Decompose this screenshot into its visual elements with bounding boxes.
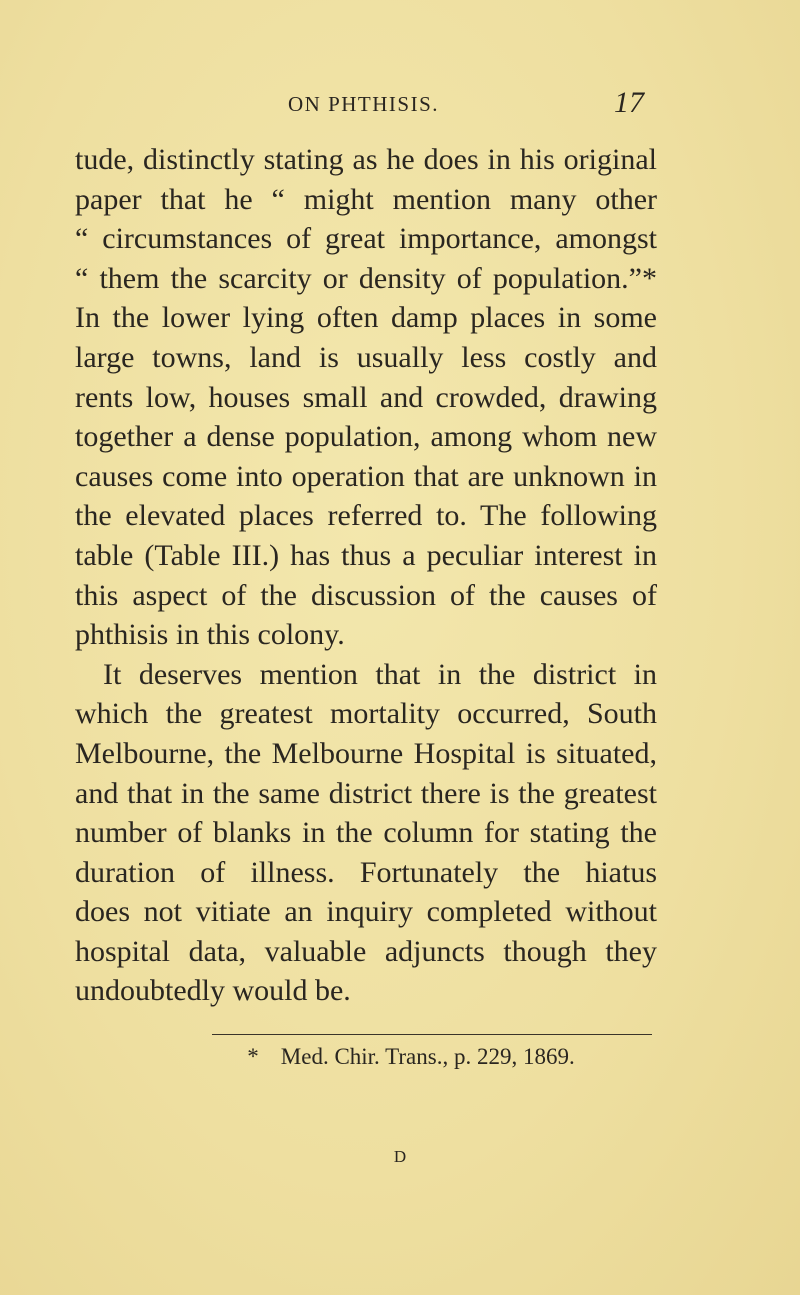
text-line: rents low, houses small and crowded, drawing [75,380,657,414]
paragraph-2 [75,655,657,1011]
signature-mark: D [393,1147,407,1166]
text-line: causes come into operation that are unknown in [75,459,657,493]
text-line: undoubtedly would be. [75,974,351,1008]
text-line: table (Table III.) has thus a peculiar interest in [75,538,657,572]
text-line: tude, distinctly stating as he does in his original [75,143,657,176]
text-line: hospital data, valuable adjuncts though they [75,934,657,968]
text-line: large towns, land is usually less costly and [75,340,657,374]
text-line: which the greatest mortality occurred, South [75,697,657,731]
text-line: paper that he “ might mention many other [75,182,657,216]
footnote-divider [212,1034,652,1035]
text-line: the elevated places referred to. The following [75,499,657,533]
text-line: In the lower lying often damp places in some [75,301,657,335]
text-line: duration of illness. Fortunately the hiatus [75,855,657,889]
text-line: phthisis in this colony. [75,618,345,652]
running-head: ON PHTHISIS. [288,92,440,116]
text-line: does not vitiate an inquiry completed without [75,895,657,929]
text-line: together a dense population, among whom new [75,420,657,454]
body-text [75,140,657,1011]
text-line: It deserves mention that in the district in [103,657,657,691]
text-line: “ them the scarcity or density of population.”* [75,261,657,295]
footnote-marker: * [247,1044,259,1069]
footnote [0,1044,800,1070]
text-line: number of blanks in the column for stating the [75,816,657,850]
page-header [0,86,800,132]
text-line: this aspect of the discussion of the causes of [75,578,657,612]
text-line: “ circumstances of great importance, amongst [75,222,657,256]
text-line: and that in the same district there is the greatest [75,776,657,810]
page-number: 17 [614,86,644,119]
text-line: Melbourne, the Melbourne Hospital is situated, [75,736,657,770]
footnote-text: Med. Chir. Trans., p. 229, 1869. [280,1044,575,1069]
paragraph-1 [75,140,657,655]
